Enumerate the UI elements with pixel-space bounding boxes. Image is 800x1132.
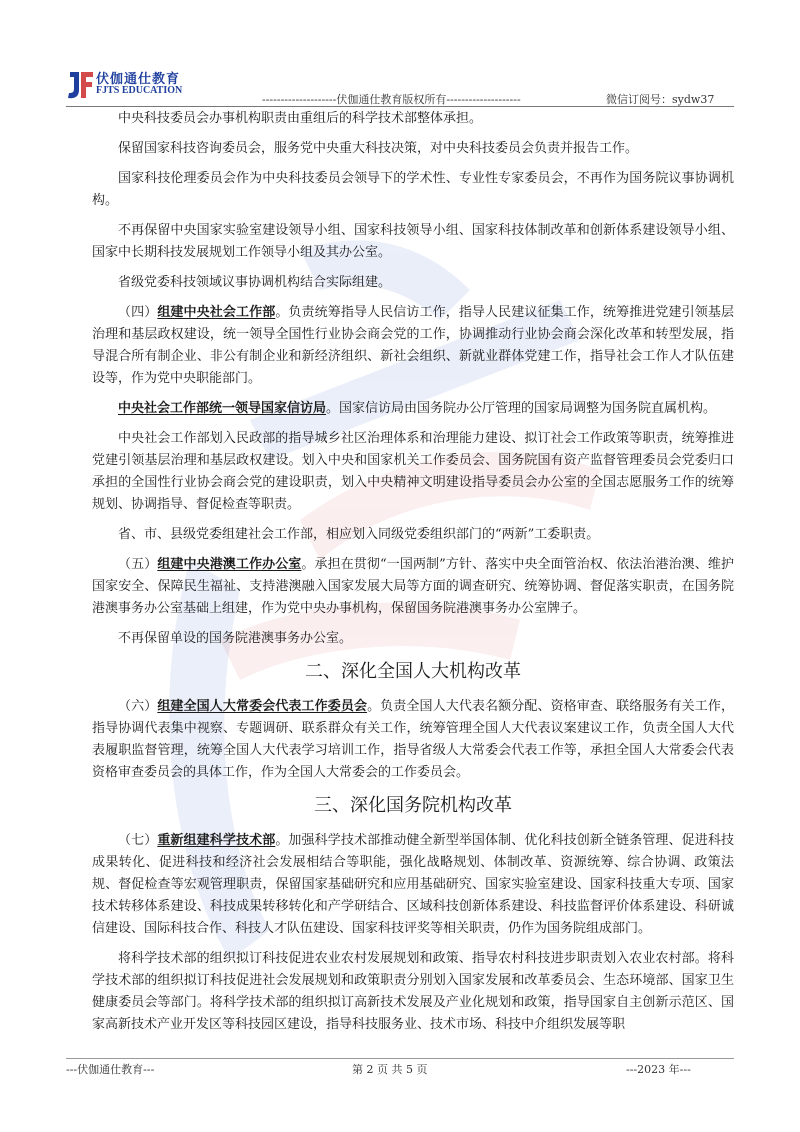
item-title: 组建中央港澳工作办公室 [157, 557, 302, 572]
document-body [92, 108, 734, 1044]
item-title: 重新组建科学技术部 [157, 833, 276, 848]
paragraph: 中央社会工作部划入民政部的指导城乡社区治理体系和治理能力建设、拟订社会工作政策等职责，统筹推进党建引领基层治理和基层政权建设。划入中央和国家机关工作委员会、国务院国有资产监督管理委员会党委归口承担的全国性行业协会商会党的建设职责，划入中央精神文明建设指导委员会办公室的全国志愿服务工作的统筹规划、协调指导、督促检查等职责。 [92, 431, 734, 512]
paragraph: 不再保留单设的国务院港澳事务办公室。 [118, 631, 353, 646]
paragraph-section-4 [92, 302, 734, 390]
item-title: 中央社会工作部统一领导国家信访局 [118, 401, 327, 416]
paragraph-section-6 [92, 696, 734, 784]
item-title: 组建全国人大常委会代表工作委员会 [157, 699, 368, 714]
copyright-notice: --------------------伏伽通仕教育版权所有-------------------- [262, 93, 521, 106]
section-heading-npc: 二、深化全国人大机构改革 [305, 661, 521, 682]
footer-year: ---2023 年--- [626, 1063, 691, 1076]
item-body: 。负责全国人大代表名额分配、资格审查、联络服务有关工作，指导协调代表集中视察、专题调研、联系群众有关工作，统筹管理全国人大代表议案建议工作，负责全国人大代表履职监督管理，统筹全国人大代表学习培训工作，指导省级人大常委会代表工作等，承担全国人大常委会代表资格审查委员会的具体工作，作为全国人大常委会的工作委员会。 [92, 699, 734, 780]
paragraph-section-7 [92, 830, 734, 940]
item-body: 。负责统筹指导人民信访工作，指导人民建议征集工作，统筹推进党建引领基层治理和基层政权建设，统一领导全国性行业协会商会党的工作，协调推动行业协会商会深化改革和转型发展，指导混合所有制企业、非公有制企业和新经济组织、新社会组织、新就业群体党建工作，指导社会工作人才队伍建设等，作为党中央职能部门。 [92, 305, 734, 386]
footer-brand: ---伏伽通仕教育--- [66, 1063, 155, 1076]
logo-chinese-name: 伏伽通仕教育 [96, 72, 181, 87]
item-title: 组建中央社会工作部 [157, 305, 276, 320]
wechat-account: 微信订阅号：sydw37 [606, 93, 715, 106]
item-number: （七） [118, 833, 158, 848]
brand-logo [66, 66, 206, 102]
item-body: 。承担在贯彻“一国两制”方针、落实中央全面管治权、依法治港治澳、维护国家安全、保障民生福祉、支持港澳融入国家发展大局等方面的调查研究、统筹协调、督促落实职责，在国务院港澳事务办公室基础上组建，作为党中央办事机构，保留国务院港澳事务办公室牌子。 [92, 557, 734, 616]
item-body: 。加强科学技术部推动健全新型举国体制、优化科技创新全链条管理、促进科技成果转化、促进科技和经济社会发展相结合等职能，强化战略规划、体制改革、资源统筹、综合协调、政策法规、督促检查等宏观管理职责，保留国家基础研究和应用基础研究、国家实验室建设、国家科技重大专项、国家技术转移体系建设、科技成果转移转化和产学研结合、区域科技创新体系建设、科技监督评价体系建设、科研诚信建设、国际科技合作、科技人才队伍建设、国家科技评奖等相关职责，仍作为国务院组成部门。 [92, 833, 734, 936]
logo-english-name: FJTS EDUCATION [96, 85, 183, 96]
item-number: （四） [118, 305, 158, 320]
paragraph: 将科学技术部的组织拟订科技促进农业农村发展规划和政策、指导农村科技进步职责划入农业农村部。将科学技术部的组织拟订科技促进社会发展规划和政策职责分别划入国家发展和改革委员会、生态环境部、国家卫生健康委员会等部门。将科学技术部的组织拟订高新技术发展及产业化规划和政策，指导国家自主创新示范区、国家高新技术产业开发区等科技园区建设，指导科技服务业、技术市场、科技中介组织发展等职 [92, 951, 734, 1032]
paragraph: 中央科技委员会办事机构职责由重组后的科学技术部整体承担。 [118, 111, 483, 126]
section-heading-state-council: 三、深化国务院机构改革 [314, 795, 512, 816]
paragraph-petition-bureau [92, 398, 734, 420]
paragraph: 国家科技伦理委员会作为中央科技委员会领导下的学术性、专业性专家委员会，不再作为国务院议事协调机构。 [92, 171, 734, 208]
paragraph: 保留国家科技咨询委员会，服务党中央重大科技决策，对中央科技委员会负责并报告工作。 [118, 141, 639, 156]
paragraph: 省、市、县级党委组建社会工作部，相应划入同级党委组织部门的“两新”工委职责。 [118, 527, 600, 542]
page-number: 第 2 页 共 5 页 [352, 1063, 428, 1076]
header-divider [66, 106, 734, 107]
logo-mark-icon [66, 66, 96, 102]
item-number: （六） [118, 699, 158, 714]
paragraph: 省级党委科技领域议事协调机构结合实际组建。 [118, 275, 392, 290]
item-number: （五） [118, 557, 158, 572]
paragraph: 不再保留中央国家实验室建设领导小组、国家科技领导小组、国家科技体制改革和创新体系建设领导小组、国家中长期科技发展规划工作领导小组及其办公室。 [92, 223, 734, 260]
footer-divider [66, 1058, 734, 1059]
paragraph-section-5 [92, 554, 734, 620]
item-body: 。国家信访局由国务院办公厅管理的国家局调整为国务院直属机构。 [326, 401, 717, 416]
